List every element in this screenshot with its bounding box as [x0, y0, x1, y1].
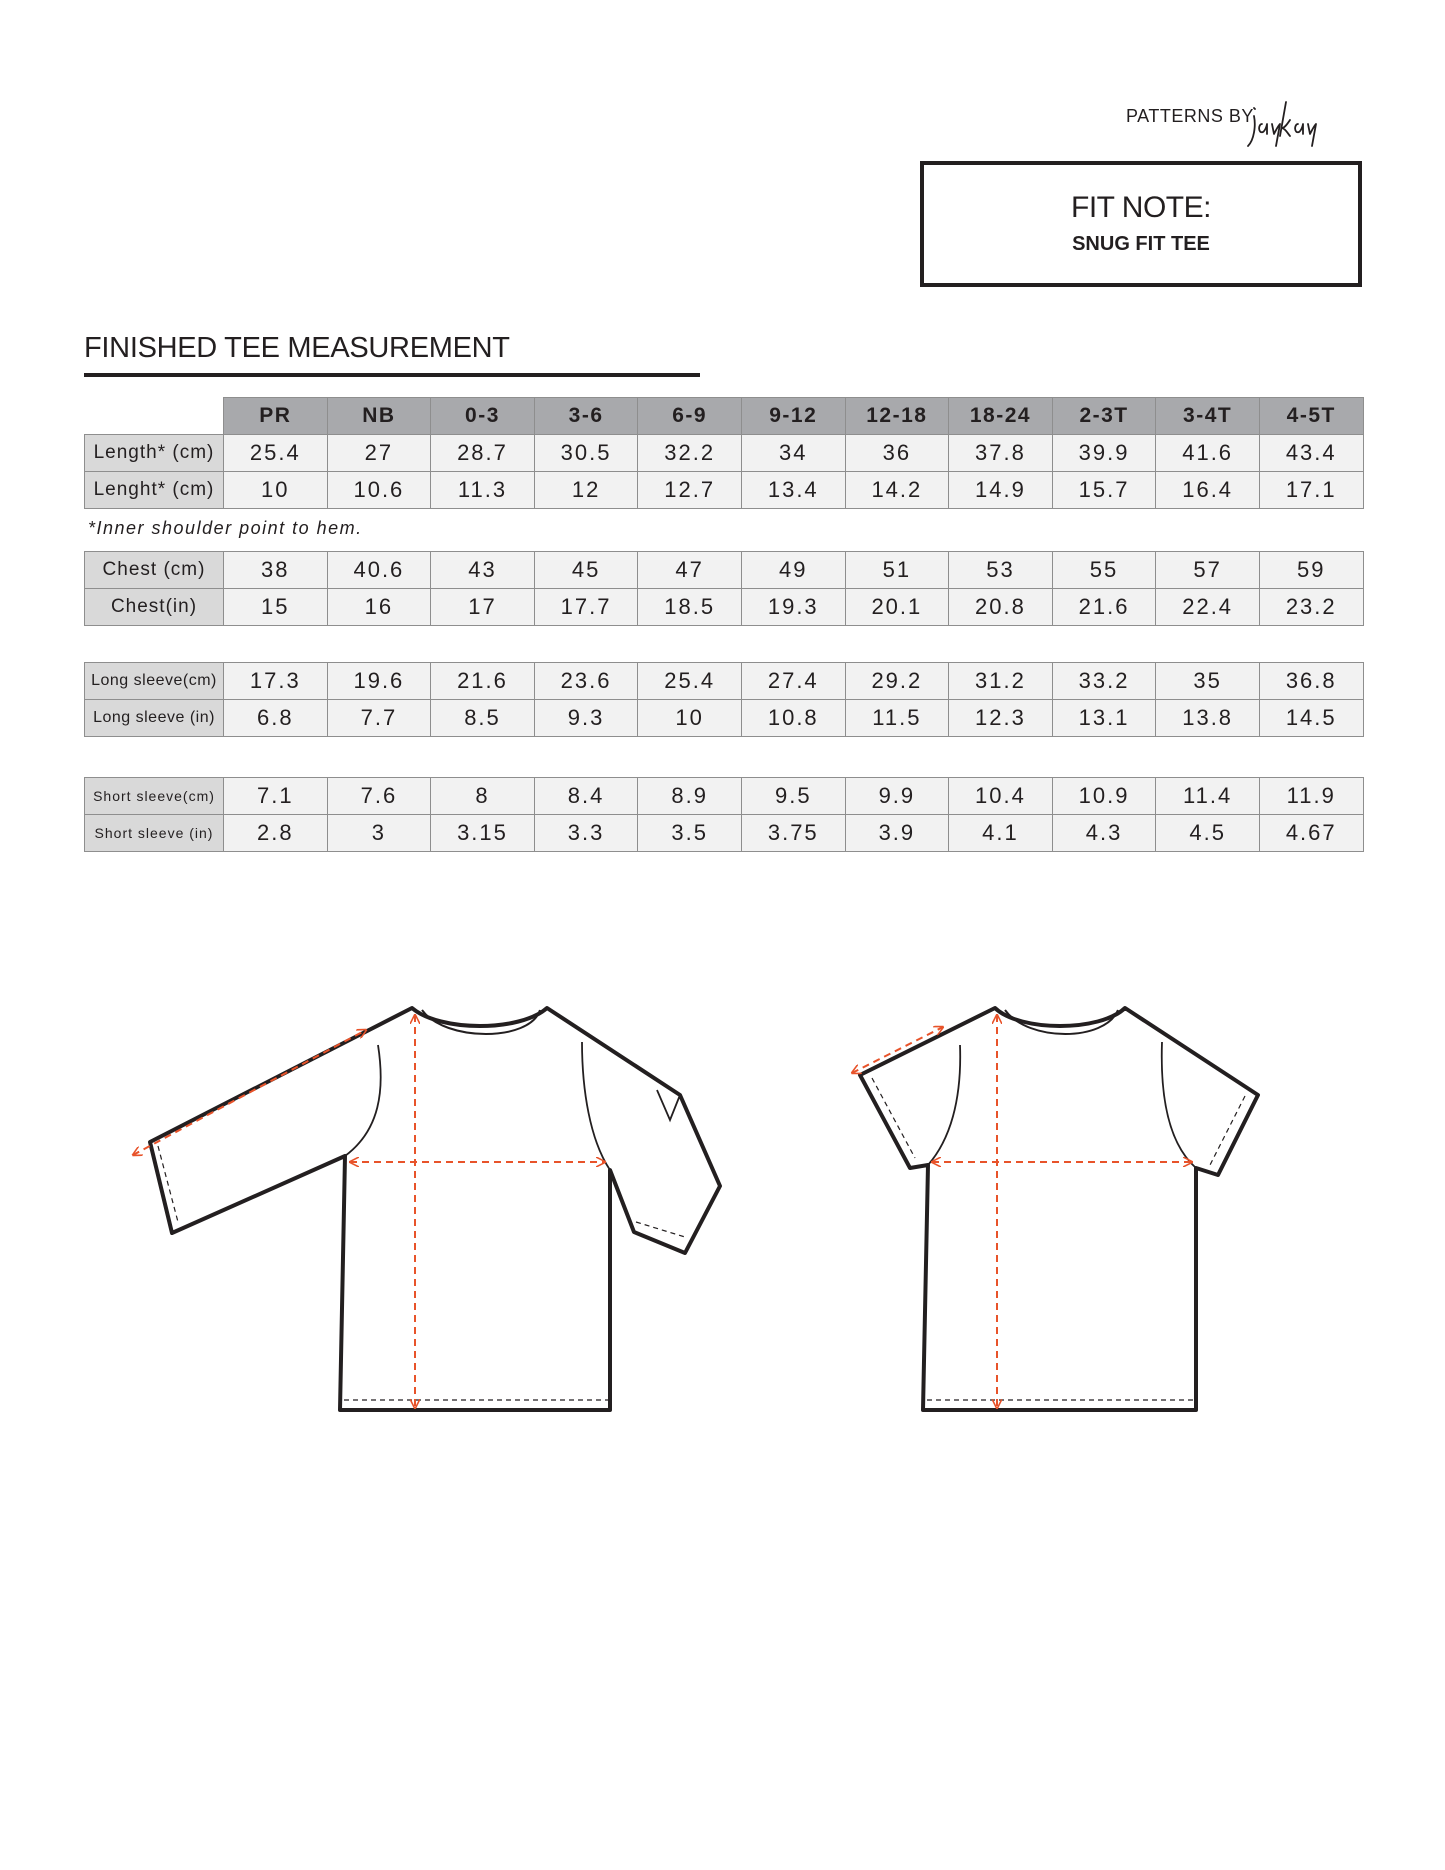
- chest-table: [84, 551, 1364, 626]
- row-label: Chest(in): [85, 589, 224, 626]
- header-corner: [85, 398, 224, 435]
- measurement-cell: 8.5: [431, 700, 535, 737]
- short-sleeve-row: [85, 815, 1364, 852]
- short-sleeve-tee-diagram: [852, 1008, 1258, 1410]
- long-sleeve-tee-outline: [150, 1008, 720, 1410]
- measurement-cell: 28.7: [431, 435, 535, 472]
- measurement-cell: 10.4: [949, 778, 1053, 815]
- measurement-cell: 11.9: [1259, 778, 1363, 815]
- measurement-cell: 12.3: [949, 700, 1053, 737]
- measurement-cell: 33.2: [1052, 663, 1156, 700]
- brand-mark: [1100, 96, 1380, 156]
- row-label: Length* (cm): [85, 435, 224, 472]
- row-label: Lenght* (cm): [85, 472, 224, 509]
- measurement-cell: 21.6: [1052, 589, 1156, 626]
- measurement-cell: 20.8: [949, 589, 1053, 626]
- measurement-cell: 29.2: [845, 663, 949, 700]
- fit-note-box: [920, 161, 1362, 287]
- measurement-cell: 34: [741, 435, 845, 472]
- short-sleeve-row: [85, 778, 1364, 815]
- long-sleeve-row: [85, 700, 1364, 737]
- measurement-cell: 59: [1259, 552, 1363, 589]
- measurement-cell: 38: [224, 552, 328, 589]
- measurement-cell: 17.1: [1259, 472, 1363, 509]
- measurement-cell: 22.4: [1156, 589, 1260, 626]
- chest-row: [85, 589, 1364, 626]
- row-label: Chest (cm): [85, 552, 224, 589]
- measurement-cell: 3.5: [638, 815, 742, 852]
- measurement-cell: 27.4: [741, 663, 845, 700]
- size-header: PR: [224, 398, 328, 435]
- size-header: NB: [327, 398, 431, 435]
- measurement-cell: 31.2: [949, 663, 1053, 700]
- measurement-cell: 55: [1052, 552, 1156, 589]
- fit-note-title: FIT NOTE:: [1071, 191, 1211, 224]
- measurement-cell: 27: [327, 435, 431, 472]
- measurement-cell: 9.9: [845, 778, 949, 815]
- measurement-cell: 17.3: [224, 663, 328, 700]
- row-label: Long sleeve(cm): [85, 663, 224, 700]
- measurement-cell: 16.4: [1156, 472, 1260, 509]
- measurement-cell: 36: [845, 435, 949, 472]
- measurement-cell: 13.8: [1156, 700, 1260, 737]
- measurement-cell: 23.6: [534, 663, 638, 700]
- measurement-cell: 43: [431, 552, 535, 589]
- measurement-cell: 3: [327, 815, 431, 852]
- measurement-cell: 57: [1156, 552, 1260, 589]
- long-sleeve-row: [85, 663, 1364, 700]
- length-table: [84, 397, 1364, 509]
- measurement-cell: 23.2: [1259, 589, 1363, 626]
- measurement-cell: 14.5: [1259, 700, 1363, 737]
- measurement-cell: 12: [534, 472, 638, 509]
- measurement-cell: 19.6: [327, 663, 431, 700]
- size-header: 3-4T: [1156, 398, 1260, 435]
- measurement-cell: 8.9: [638, 778, 742, 815]
- measurement-cell: 37.8: [949, 435, 1053, 472]
- size-header: 9-12: [741, 398, 845, 435]
- chest-row: [85, 552, 1364, 589]
- section-title: FINISHED TEE MEASUREMENT: [84, 332, 510, 364]
- measurement-cell: 15.7: [1052, 472, 1156, 509]
- measurement-cell: 3.75: [741, 815, 845, 852]
- measurement-cell: 7.1: [224, 778, 328, 815]
- size-header: 2-3T: [1052, 398, 1156, 435]
- measurement-cell: 8: [431, 778, 535, 815]
- measurement-cell: 40.6: [327, 552, 431, 589]
- measurement-cell: 20.1: [845, 589, 949, 626]
- row-label: Short sleeve(cm): [85, 778, 224, 815]
- short-sleeve-table: [84, 777, 1364, 852]
- measurement-cell: 12.7: [638, 472, 742, 509]
- measurement-cell: 2.8: [224, 815, 328, 852]
- measurement-cell: 10.8: [741, 700, 845, 737]
- measurement-cell: 18.5: [638, 589, 742, 626]
- size-header: 4-5T: [1259, 398, 1363, 435]
- brand-prefix: PATTERNS BY: [1126, 106, 1254, 126]
- size-header: 12-18: [845, 398, 949, 435]
- measurement-cell: 25.4: [638, 663, 742, 700]
- measurement-cell: 15: [224, 589, 328, 626]
- measurement-cell: 10.9: [1052, 778, 1156, 815]
- row-label: Short sleeve (in): [85, 815, 224, 852]
- measurement-cell: 35: [1156, 663, 1260, 700]
- measurement-cell: 11.3: [431, 472, 535, 509]
- measurement-cell: 11.5: [845, 700, 949, 737]
- measurement-cell: 32.2: [638, 435, 742, 472]
- measurement-cell: 21.6: [431, 663, 535, 700]
- size-header-row: [85, 398, 1364, 435]
- measurement-cell: 53: [949, 552, 1053, 589]
- measurement-cell: 13.4: [741, 472, 845, 509]
- measurement-cell: 4.67: [1259, 815, 1363, 852]
- measurement-cell: 25.4: [224, 435, 328, 472]
- measurement-cell: 45: [534, 552, 638, 589]
- measurement-cell: 3.9: [845, 815, 949, 852]
- measurement-cell: 41.6: [1156, 435, 1260, 472]
- measurement-cell: 3.15: [431, 815, 535, 852]
- measurement-cell: 3.3: [534, 815, 638, 852]
- measurement-cell: 10.6: [327, 472, 431, 509]
- length-row: [85, 472, 1364, 509]
- measurement-cell: 17.7: [534, 589, 638, 626]
- row-label: Long sleeve (in): [85, 700, 224, 737]
- length-row: [85, 435, 1364, 472]
- size-header: 18-24: [949, 398, 1053, 435]
- short-sleeve-tee-outline: [860, 1008, 1258, 1410]
- length-footnote: *Inner shoulder point to hem.: [88, 518, 363, 538]
- tee-diagrams: [100, 990, 1300, 1440]
- measurement-cell: 13.1: [1052, 700, 1156, 737]
- measurement-cell: 8.4: [534, 778, 638, 815]
- jaykay-logo: [1246, 96, 1366, 152]
- measurement-cell: 14.9: [949, 472, 1053, 509]
- measurement-cell: 43.4: [1259, 435, 1363, 472]
- measurement-cell: 51: [845, 552, 949, 589]
- measurement-cell: 30.5: [534, 435, 638, 472]
- measurement-cell: 6.8: [224, 700, 328, 737]
- measurement-cell: 7.7: [327, 700, 431, 737]
- measurement-cell: 9.3: [534, 700, 638, 737]
- measurement-cell: 9.5: [741, 778, 845, 815]
- measurement-cell: 4.3: [1052, 815, 1156, 852]
- long-sleeve-tee-diagram: [133, 1008, 720, 1410]
- size-header: 0-3: [431, 398, 535, 435]
- section-divider: [84, 373, 700, 377]
- measurement-cell: 14.2: [845, 472, 949, 509]
- measurement-cell: 4.5: [1156, 815, 1260, 852]
- measurement-cell: 7.6: [327, 778, 431, 815]
- size-header: 6-9: [638, 398, 742, 435]
- measurement-cell: 17: [431, 589, 535, 626]
- measurement-cell: 39.9: [1052, 435, 1156, 472]
- long-sleeve-table: [84, 662, 1364, 737]
- measurement-cell: 10: [224, 472, 328, 509]
- measurement-cell: 4.1: [949, 815, 1053, 852]
- fit-note-subtitle: SNUG FIT TEE: [1072, 233, 1210, 255]
- measurement-cell: 36.8: [1259, 663, 1363, 700]
- measurement-cell: 49: [741, 552, 845, 589]
- measurement-cell: 19.3: [741, 589, 845, 626]
- measurement-cell: 11.4: [1156, 778, 1260, 815]
- measurement-cell: 16: [327, 589, 431, 626]
- measurement-cell: 10: [638, 700, 742, 737]
- measurement-cell: 47: [638, 552, 742, 589]
- size-header: 3-6: [534, 398, 638, 435]
